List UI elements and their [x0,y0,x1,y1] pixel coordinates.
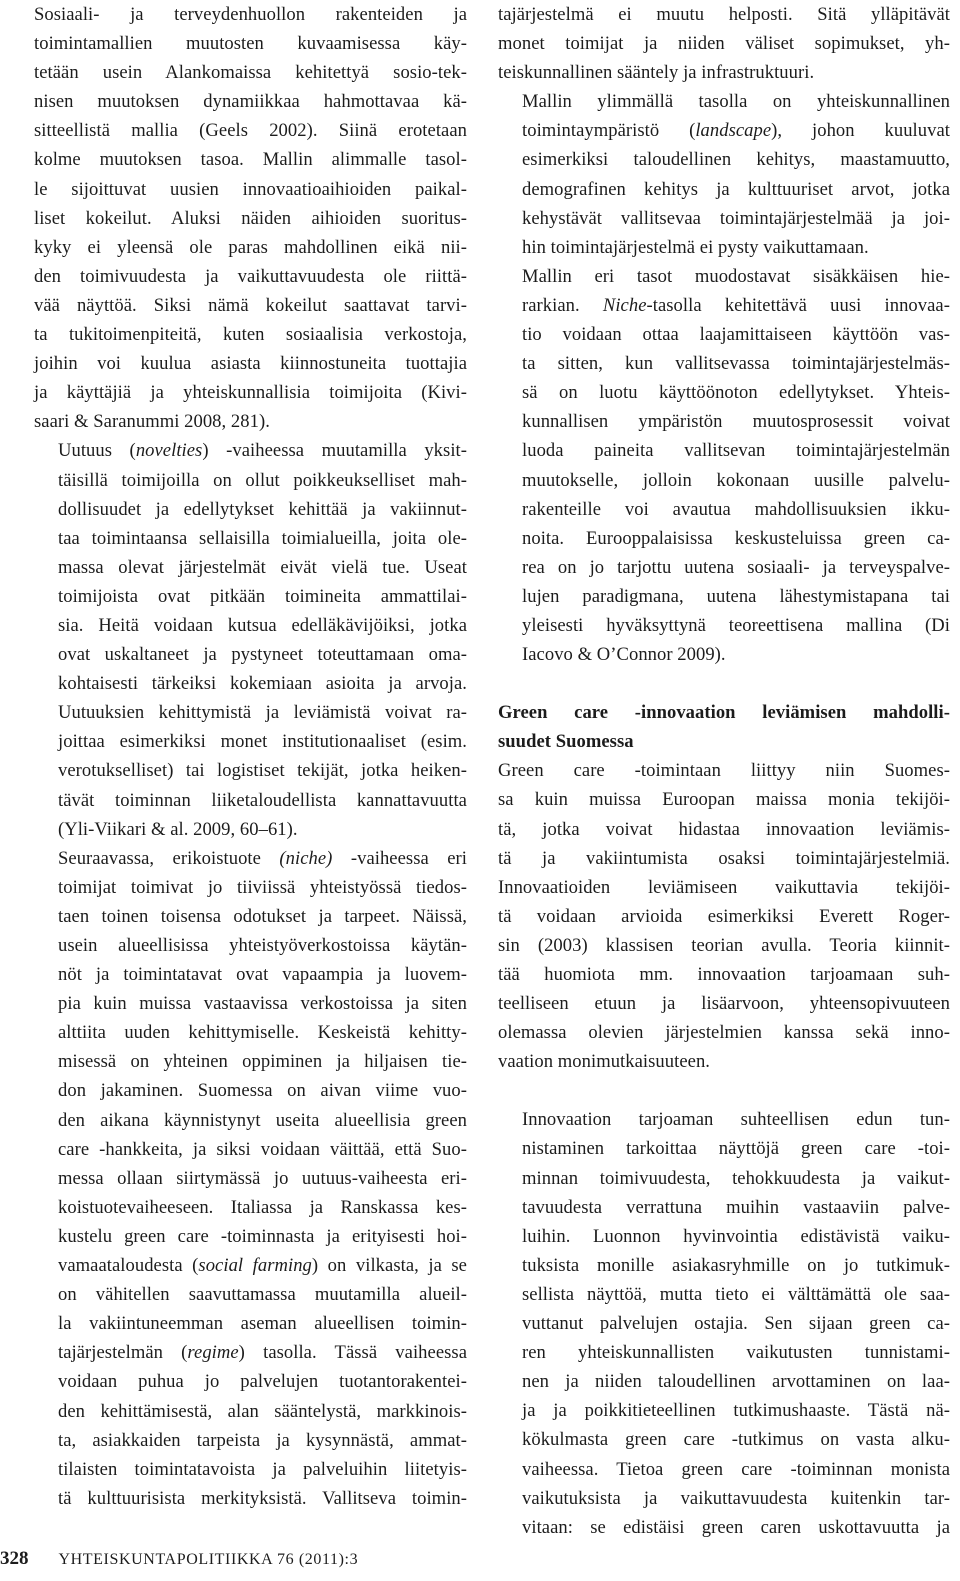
text-line: suudet Suomessa [498,731,634,753]
text-line: rea on jo tarjottu uutena sosiaali- ja terveyspalve- [522,556,950,578]
text-line: vaation monimutkaisuuteen. [498,1051,710,1073]
text-line: sa kuin muissa Euroopan maissa monia tekijöi- [498,789,950,811]
text-line: (Yli-Viikari & al. 2009, 60–61). [58,818,298,840]
text-line: nöt ja toimintatavat ovat vapaampia ja luovem- [58,964,467,986]
text-line: rarkian. Niche-tasolla kehitettävä uusi innovaa- [522,294,950,316]
text-line: vamaataloudesta (social farming) on vilkasta, ja se [58,1255,467,1277]
text-line: sitteellistä mallia (Geels 2002). Siinä erotetaan [34,120,467,142]
text-line: luihin. Luonnon hyvinvointia edistävistä vaiku- [522,1225,950,1247]
text-line: tajärjestelmä ei muutu helposti. Sitä ylläpitävät [498,4,950,25]
text-line: tä kulttuurisista merkityksistä. Vallitseva toimin- [58,1487,467,1509]
text-line: Mallin ylimmällä tasolla on yhteiskunnallinen [522,91,950,113]
left-text-column [34,0,467,1513]
text-line: joittaa esimerkiksi monet institutionaaliset (esim. [58,731,467,753]
paragraph [498,0,950,87]
text-line: kunnallisen ympäristön muutosprosessit voivat [522,411,950,433]
italic-term: (niche) [279,847,333,869]
text-line: Green care -toimintaan liittyy niin Suomes- [498,760,950,782]
text-line: den toimivuudesta ja vaikuttavuudesta ole riittä- [34,265,467,287]
text-line: vaikutuksista ja vaikuttavuudesta kuitenkin tar- [522,1487,950,1509]
text-line: kökulmasta green care -tutkimus on vasta alku- [522,1429,950,1451]
text-line: kohtaisesti tärkeiksi kokemiaan asioita ja arvoja. [58,673,467,695]
text-line: dollisuudet ja edellytykset kehittää ja vakiinnut- [58,498,467,520]
paragraph [34,436,467,843]
paragraph [498,1105,950,1541]
text-line: voidaan puhua jo palvelujen tuotantorakentei- [58,1371,467,1393]
italic-term: Niche [602,294,647,316]
paragraph [498,87,950,262]
text-line: tio voidaan ottaa laajamittaiseen käyttöön vas- [522,324,950,346]
text-line: kehystävät vallitsevaa toimintajärjestelmää ja joi- [522,207,950,229]
text-line: nisen muutoksen dynamiikkaa hahmottavaa kä- [34,91,467,113]
text-line: ren yhteiskunnallisten vaikutusten tunnistami- [522,1342,950,1364]
text-line: Innovaation tarjoaman suhteellisen edun tun- [522,1109,950,1131]
text-line: hin toimintajärjestelmä ei pysty vaikuttamaan. [522,236,869,258]
text-line: teelliseen etuun ja lisäarvoon, yhteensopivuuteen [498,993,950,1015]
text-line: ovat uskaltaneet ja pystyneet toteuttamaan oma- [58,644,467,666]
paragraph [498,756,950,1076]
text-line: vaiheessa. Tietoa green care -toiminnan monista [522,1458,950,1480]
text-line: on vähitellen saavuttamassa muutamilla alueil- [58,1284,467,1306]
text-line: den aikana käynnistynyt useita alueellisia green [58,1109,467,1131]
text-line: toimintamallien muutosten kuvaamisessa käy- [34,33,467,55]
text-line: olemassa olevien järjestelmien kanssa sekä inno- [498,1022,950,1044]
text-line: täisillä toimijoilla on ollut poikkeukselliset mah- [58,469,467,491]
journal-citation: YHTEISKUNTAPOLITIIKKA 76 (2011):3 [58,1551,359,1568]
text-line: koistuotevaiheeseen. Italiassa ja Ranskassa kes- [58,1196,467,1218]
text-line: care -hankkeita, ja siksi voidaan väittää, että Suo- [58,1138,467,1160]
text-line: minnan toimivuudesta, tehokkuudesta ja vaikut- [522,1167,950,1189]
text-line: sä on luotu käyttöönoton edellytykset. Yhteis- [522,382,950,404]
text-line: nen ja niiden taloudellinen arvottaminen on laa- [522,1371,950,1393]
italic-term: social farming [198,1255,312,1277]
text-line: monet toimijat ja niiden väliset sopimukset, yh- [498,33,950,55]
italic-term: novelties [135,440,203,462]
text-line: tuksista monille asiakasryhmille on jo tutkimuk- [522,1254,950,1276]
text-line: tävät toiminnan liiketaloudellista kannattavuutta [58,789,467,811]
text-line: toimijat toimivat jo tiiviissä yhteistyössä tiedos- [58,876,467,898]
text-line: Mallin eri tasot muodostavat sisäkkäisen hie- [522,265,950,287]
italic-term: landscape [695,120,772,142]
page-number: 328 [0,1548,29,1569]
text-line: ta, asiakkaiden tarpeista ja kysynnästä, ammat- [58,1429,467,1451]
text-line: vuttanut palvelujen ostajia. Sen sijaan green ca- [522,1313,950,1335]
text-line: den kehittämisestä, alan sääntelystä, markkinois- [58,1400,467,1422]
paragraph [498,262,950,669]
text-line: esimerkiksi taloudellinen kehitys, maastamuutto, [522,149,950,171]
text-line: ja ja poikkitieteellinen tutkimushaaste. Tästä nä- [522,1400,950,1422]
text-line: Seuraavassa, erikoistuote (niche) -vaiheessa eri [58,847,467,869]
text-line: yleisesti hyväksyttynä teoreettisena mallina (Di [522,614,950,636]
text-line: sellista näyttöä, mutta tieto ei välttämättä ole saa- [522,1283,950,1305]
text-line: tetään usein Alankomaissa kehitettyä sosio-tek- [34,62,467,84]
text-line: muutokselle, jolloin kokonaan uusille palvelu- [522,469,950,491]
text-line: messa ollaan siirtymässä jo uutuus-vaiheesta eri- [58,1167,467,1189]
text-line: misessä on yhteinen oppiminen ja hiljaisen tie- [58,1051,467,1073]
paragraph [34,0,467,436]
text-line: tää huomiota mm. innovaation tarjoamaan suh- [498,964,950,985]
text-line: Uutuus (novelties) -vaiheessa muutamilla yksit- [58,440,467,462]
section-heading [498,698,950,756]
text-line: kolme muutoksen tasoa. Mallin alimmalle tasol- [34,149,467,171]
right-text-column [498,0,950,1542]
text-line: nistaminen tarkoittaa näyttöjä green care -toi- [522,1138,950,1160]
text-line: Green care -innovaation leviämisen mahdolli- [498,702,950,724]
text-line: sin (2003) klassisen teorian avulla. Teoria kiinnit- [498,934,950,956]
text-line: tavuudesta verrattuna muihin vastaaviin palve- [522,1196,950,1218]
text-line: verotukselliset) tai logistiset tekijät, jotka heiken- [58,760,467,782]
text-line: usein alueellisissa yhteistyöverkostoissa käytän- [58,935,467,956]
text-line: noita. Eurooppalaisissa keskusteluissa green ca- [522,527,950,549]
text-line: kustelu green care -toiminnasta ja erityisesti hoi- [58,1225,467,1247]
text-line: pia kuin muissa vastaavissa verkostoissa ja siten [58,993,467,1015]
text-line: demografinen kehitys ja kulttuuriset arvot, jotka [522,178,950,200]
text-line: liset kokeilut. Aluksi näiden aihioiden suoritus- [34,207,467,229]
text-line: joihin voi kuulua asiasta kiinnostuneita tuottajia [34,353,467,375]
text-line: ta sitten, kun vallitsevassa toimintajärjestelmäs- [522,353,950,375]
text-line: tajärjestelmän (regime) tasolla. Tässä vaiheessa [58,1342,468,1364]
text-line: tä, jotka voivat hidastaa innovaation leviämis- [498,818,950,840]
text-line: tä voidaan arvioida esimerkiksi Everett Roger- [498,905,950,927]
text-line: lujen paradigmana, uutena lähestymistapana tai [522,585,950,607]
page-footer [0,1548,358,1570]
text-line: massa olevat järjestelmät eivät vielä tue. Useat [58,556,467,578]
italic-term: regime [187,1342,239,1364]
text-line: vitaan: se edistäisi green caren uskottavuutta ja [522,1516,950,1538]
text-line: luoda paineita vallitsevan toimintajärjestelmän [522,440,950,462]
text-line: le sijoittuvat uusien innovaatioaihioiden paikal- [34,178,467,200]
paragraph [34,844,467,1513]
text-line: Innovaatioiden leviämiseen vaikuttavia tekijöi- [498,876,950,898]
text-line: tä ja vakiintumista osaksi toimintajärjestelmiä. [498,847,950,869]
text-line: don jakaminen. Suomessa on aivan viime vuo- [58,1080,467,1102]
text-line: taen toinen toisensa odotukset ja tarpeet. Näissä, [58,905,467,927]
text-line: la vakiintuneemman aseman alueellisen toimin- [58,1313,467,1335]
text-line: vää näyttöä. Siksi nämä kokeilut saattavat tarvi- [34,294,467,316]
text-line: alttiita uuden kehittymiselle. Keskeistä kehitty- [58,1022,467,1044]
text-line: tilaisten toimintatavoista ja palveluihin liitetyis- [58,1458,467,1480]
text-line: rakenteille voi avautua mahdollisuuksien ikku- [522,498,950,520]
text-line: saari & Saranummi 2008, 281). [34,411,270,433]
text-line: ta tukitoimenpiteitä, kuten sosiaalisia verkostoja, [34,324,467,346]
text-line: toimijoista ovat pitkään toimineita ammattilai- [58,585,467,607]
text-line: toimintaympäristö (landscape), johon kuuluvat [522,120,950,142]
text-line: sia. Heitä voidaan kutsua edelläkävijöiksi, jotka [58,614,467,636]
text-line: kyky ei yleensä ole paras mahdollinen eikä nii- [34,236,467,258]
text-line: Uutuuksien kehittymistä ja leviämistä voivat ra- [58,702,467,724]
text-line: taa toimintaansa sellaisilla toimialueilla, joita ole- [58,527,467,549]
text-line: Sosiaali- ja terveydenhuollon rakenteiden ja [34,4,467,25]
text-line: teiskunnallinen sääntely ja infrastruktuuri. [498,62,815,84]
text-line: ja käyttäjiä ja yhteiskunnallisia toimijoita (Kivi- [34,382,467,404]
text-line: Iacovo & O’Connor 2009). [522,644,726,666]
